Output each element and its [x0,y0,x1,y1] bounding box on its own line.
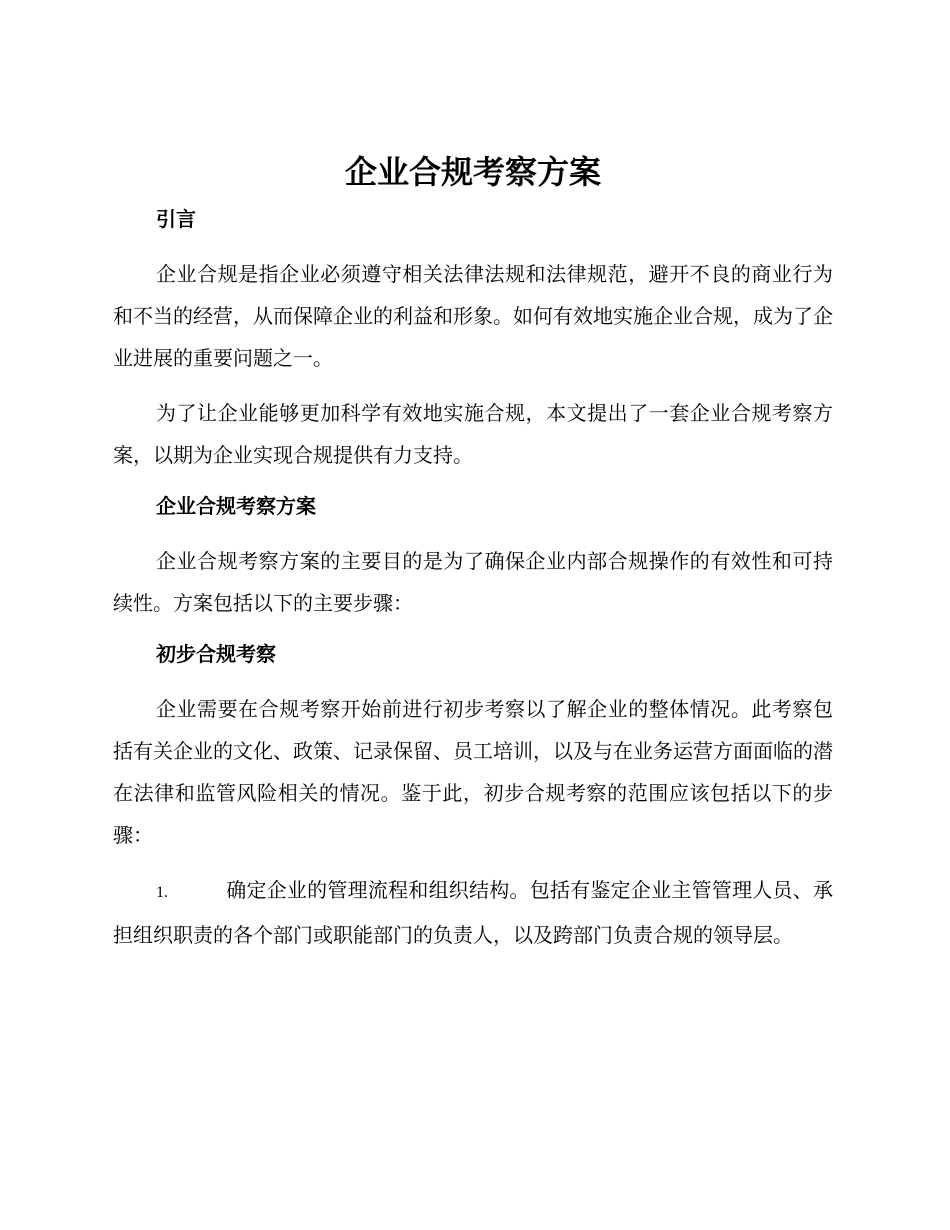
intro-paragraph-1: 企业合规是指企业必须遵守相关法律法规和法律规范，避开不良的商业行为和不当的经营，从而保障企业的利益和形象。如何有效地实施企业合规，成为了企业进展的重要问题之一。 [113,262,833,370]
list-item [113,869,833,956]
intro-paragraph-2: 为了让企业能够更加科学有效地实施合规，本文提出了一套企业合规考察方案，以期为企业实现合规提供有力支持。 [113,401,833,467]
section-heading-intro: 引言 [156,207,196,231]
section-heading-preliminary: 初步合规考察 [156,642,276,666]
plan-paragraph-1: 企业合规考察方案的主要目的是为了确保企业内部合规操作的有效性和可持续性。方案包括以下的主要步骤： [113,549,833,615]
list-item-number: 1. [156,884,168,901]
list-item-text: 确定企业的管理流程和组织结构。包括有鉴定企业主管管理人员、承担组织职责的各个部门或职能部门的负责人，以及跨部门负责合规的领导层。 [113,878,833,947]
document-body [113,146,833,956]
preliminary-paragraph-1: 企业需要在合规考察开始前进行初步考察以了解企业的整体情况。此考察包括有关企业的文化、政策、记录保留、员工培训，以及与在业务运营方面面临的潜在法律和监管风险相关的情况。鉴于此，初步合规考察的范围应该包括以下的步骤： [113,697,833,847]
document-title: 企业合规考察方案 [344,153,601,191]
section-heading-plan: 企业合规考察方案 [156,494,316,518]
